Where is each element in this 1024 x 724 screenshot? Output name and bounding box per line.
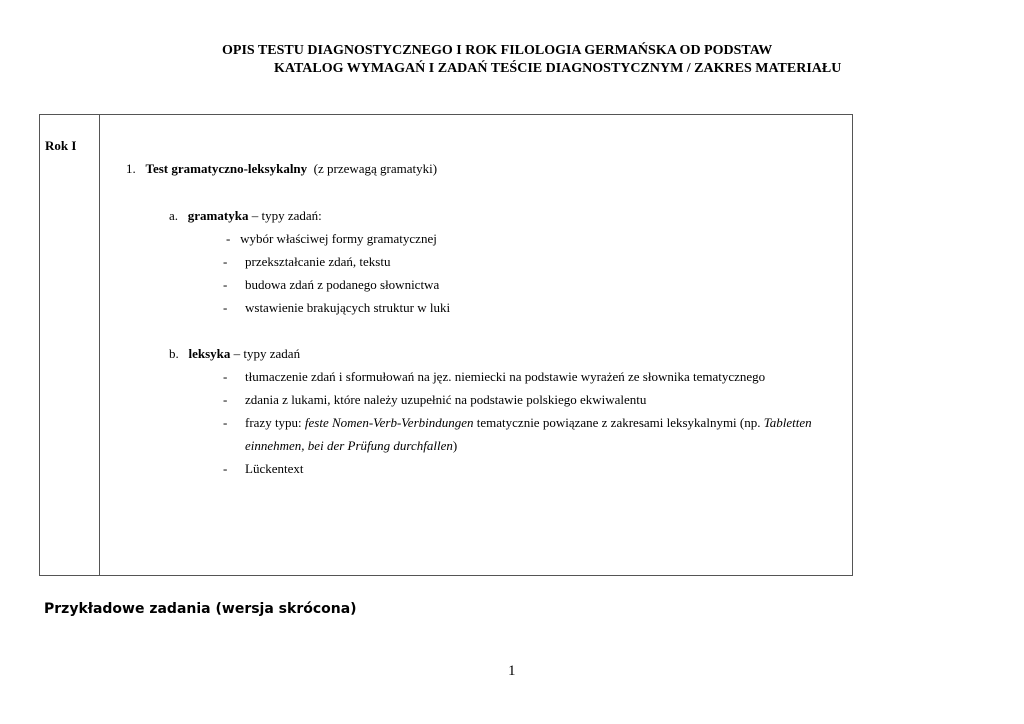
sub-b-rest: – typy zadań xyxy=(230,346,301,361)
sub-b-heading xyxy=(169,346,300,362)
sub-b-item-2 xyxy=(223,392,227,408)
sub-a-item-3-text: budowa zdań z podanego słownictwa xyxy=(245,277,440,292)
sub-b-item-2-text: zdania z lukami, które należy uzupełnić na podstawie polskiego ekwiwalentu xyxy=(245,392,647,407)
sub-b-letter: b. xyxy=(169,346,179,361)
sub-a-item-2-text: przekształcanie zdań, tekstu xyxy=(245,254,391,269)
sub-b-item-3 xyxy=(223,415,227,431)
item-1-title: Test gramatyczno-leksykalny xyxy=(145,161,308,176)
sub-a-rest: – typy zadań: xyxy=(248,208,322,223)
bullet-dash: - xyxy=(223,277,228,292)
bullet-dash: - xyxy=(223,300,228,315)
sub-a-title: gramatyka xyxy=(187,208,249,223)
sub-a-letter: a. xyxy=(169,208,179,223)
sub-b-item-3-continuation xyxy=(245,438,457,454)
row-label: Rok I xyxy=(45,138,77,153)
sub-a-item-text: wybór właściwej formy gramatycznej xyxy=(240,231,437,246)
sub-a-item-2 xyxy=(223,254,227,270)
bullet-dash: - xyxy=(226,231,231,246)
item-3-prefix: frazy typu: xyxy=(245,415,305,430)
bullet-dash: - xyxy=(223,254,228,269)
table-column-divider xyxy=(99,115,100,575)
sub-b-item-1 xyxy=(223,369,227,385)
item-3-italic-term: feste Nomen-Verb-Verbindungen xyxy=(304,415,474,430)
sub-a-item-3 xyxy=(223,277,227,293)
bullet-dash: - xyxy=(223,415,228,430)
document-title-line2: KATALOG WYMAGAŃ I ZADAŃ TEŚCIE DIAGNOSTYCZNYM / ZAKRES MATERIAŁU xyxy=(274,61,842,76)
page-number: 1 xyxy=(508,663,516,679)
sub-b-item-1-text: tłumaczenie zdań i sformułowań na jęz. niemiecki na podstawie wyrażeń ze słownika tematycznego xyxy=(245,369,766,384)
sub-a-item-4-text: wstawienie brakujących struktur w luki xyxy=(245,300,451,315)
bullet-dash: - xyxy=(223,369,228,384)
item-3-close-paren: ) xyxy=(452,438,458,453)
sub-a-heading xyxy=(169,208,322,224)
sub-b-item-4 xyxy=(223,461,227,477)
bullet-dash: - xyxy=(223,392,228,407)
sub-a-item-4 xyxy=(223,300,227,316)
item-1-number: 1. xyxy=(126,161,136,176)
document-title-line1: OPIS TESTU DIAGNOSTYCZNEGO I ROK FILOLOGIA GERMAŃSKA OD PODSTAW xyxy=(222,43,773,58)
sub-b-item-3-text xyxy=(245,415,812,431)
item-3-italic-example: Tabletten xyxy=(763,415,812,430)
item-3-middle: tematycznie powiązane z zakresami leksykalnymi (np. xyxy=(473,415,764,430)
bullet-dash: - xyxy=(223,461,228,476)
requirements-table xyxy=(39,114,853,576)
item-1 xyxy=(126,161,437,177)
sub-b-item-4-text: Lückentext xyxy=(245,461,304,476)
section-heading: Przykładowe zadania (wersja skrócona) xyxy=(44,601,357,617)
sub-a-item-1 xyxy=(226,231,437,247)
sub-b-title: leksyka xyxy=(188,346,231,361)
item-3-italic-example-cont: einnehmen, bei der Prüfung durchfallen xyxy=(245,438,453,453)
item-1-subtitle: (z przewagą gramatyki) xyxy=(313,161,438,176)
